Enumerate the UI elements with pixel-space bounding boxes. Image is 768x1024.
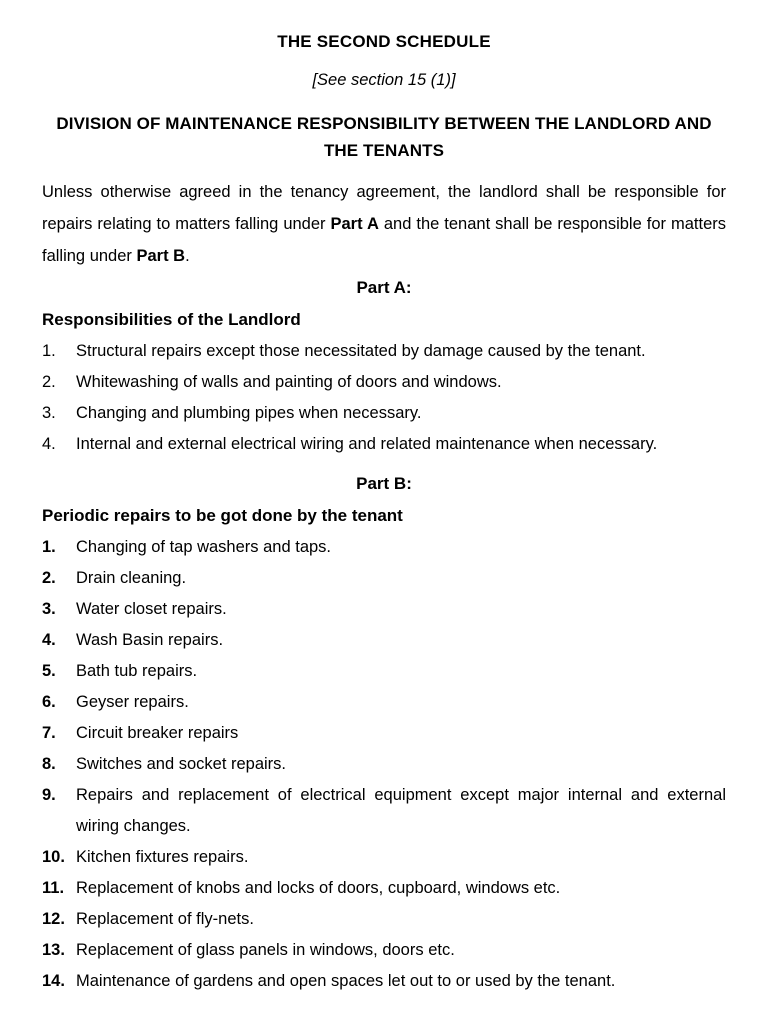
list-item xyxy=(42,563,726,594)
list-item-text: Wash Basin repairs. xyxy=(76,631,224,649)
list-item-text: Structural repairs except those necessitated by damage caused by the tenant. xyxy=(76,342,646,360)
list-item-number: 10. xyxy=(42,848,65,866)
list-item-text: Circuit breaker repairs xyxy=(76,724,239,742)
list-item-text: Maintenance of gardens and open spaces let out to or used by the tenant. xyxy=(76,972,616,990)
list-item xyxy=(42,367,726,398)
list-item-text: Replacement of knobs and locks of doors, cupboard, windows etc. xyxy=(76,879,561,897)
list-item xyxy=(42,873,726,904)
list-item-number: 6. xyxy=(42,693,56,711)
list-item xyxy=(42,656,726,687)
list-item-number: 8. xyxy=(42,755,56,773)
main-heading: DIVISION OF MAINTENANCE RESPONSIBILITY BETWEEN THE LANDLORD AND THE TENANTS xyxy=(56,114,712,160)
list-item-number: 2. xyxy=(42,373,56,391)
part-a-heading: Part A: xyxy=(356,278,412,297)
list-item xyxy=(42,780,726,842)
list-item-text: Kitchen fixtures repairs. xyxy=(76,848,249,866)
list-item-number: 12. xyxy=(42,910,65,928)
list-item-text: Internal and external electrical wiring and related maintenance when necessary. xyxy=(76,435,658,453)
part-b-list xyxy=(42,532,726,997)
list-item-number: 14. xyxy=(42,972,65,990)
list-item-number: 3. xyxy=(42,404,56,422)
list-item xyxy=(42,398,726,429)
intro-paragraph xyxy=(42,176,726,272)
list-item-text: Replacement of glass panels in windows, doors etc. xyxy=(76,941,455,959)
list-item-text: Water closet repairs. xyxy=(76,600,227,618)
list-item-text: Drain cleaning. xyxy=(76,569,187,587)
part-b-heading: Part B: xyxy=(356,474,412,493)
list-item xyxy=(42,904,726,935)
list-item xyxy=(42,935,726,966)
list-item xyxy=(42,625,726,656)
list-item-text: Bath tub repairs. xyxy=(76,662,198,680)
list-item-number: 13. xyxy=(42,941,65,959)
document-title: THE SECOND SCHEDULE xyxy=(277,32,491,51)
intro-text-2: and the tenant shall be responsible for matters falling under xyxy=(42,215,726,265)
part-a-subheading: Responsibilities of the Landlord xyxy=(42,310,301,329)
list-item-text: Changing and plumbing pipes when necessary. xyxy=(76,404,422,422)
list-item xyxy=(42,429,726,460)
intro-text-1: Unless otherwise agreed in the tenancy agreement, the landlord shall be responsible for repairs relating to matters falling under xyxy=(42,183,726,233)
list-item-number: 3. xyxy=(42,600,56,618)
list-item xyxy=(42,532,726,563)
list-item-text: Switches and socket repairs. xyxy=(76,755,287,773)
list-item-text: Geyser repairs. xyxy=(76,693,189,711)
list-item xyxy=(42,966,726,997)
list-item-number: 4. xyxy=(42,435,56,453)
list-item-number: 11. xyxy=(42,879,65,897)
list-item xyxy=(42,842,726,873)
list-item xyxy=(42,687,726,718)
list-item xyxy=(42,336,726,367)
intro-text-3: . xyxy=(185,247,190,265)
list-item-number: 7. xyxy=(42,724,56,742)
list-item-number: 2. xyxy=(42,569,56,587)
list-item-number: 4. xyxy=(42,631,56,649)
list-item-text: Changing of tap washers and taps. xyxy=(76,538,332,556)
intro-bold-part-a: Part A xyxy=(330,215,379,233)
list-item-number: 5. xyxy=(42,662,56,680)
list-item-number: 9. xyxy=(42,786,56,804)
list-item-text: Replacement of fly-nets. xyxy=(76,910,254,928)
list-item-text: Whitewashing of walls and painting of doors and windows. xyxy=(76,373,502,391)
list-item-number: 1. xyxy=(42,538,56,556)
intro-bold-part-b: Part B xyxy=(136,247,186,265)
list-item-number: 1. xyxy=(42,342,56,360)
list-item xyxy=(42,594,726,625)
section-reference: [See section 15 (1)] xyxy=(312,71,456,89)
part-a-list xyxy=(42,336,726,460)
list-item xyxy=(42,718,726,749)
list-item-text: Repairs and replacement of electrical equipment except major internal and external wiring changes. xyxy=(76,786,726,835)
part-b-subheading: Periodic repairs to be got done by the tenant xyxy=(42,506,403,525)
list-item xyxy=(42,749,726,780)
